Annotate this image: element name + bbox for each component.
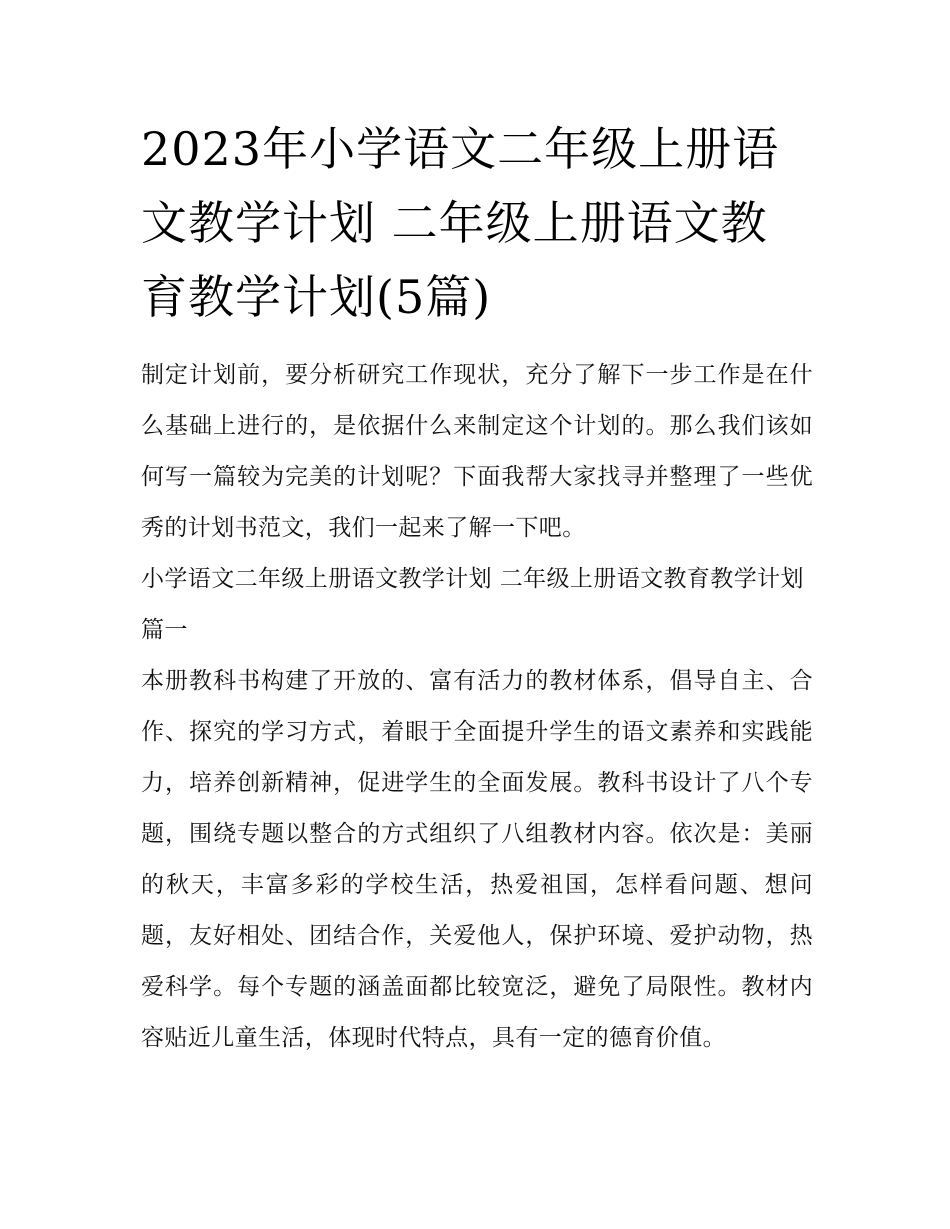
- document-title: 2023年小学语文二年级上册语文教学计划 二年级上册语文教育教学计划(5篇): [141, 122, 780, 324]
- body-paragraph: 本册教科书构建了开放的、富有活力的教材体系，倡导自主、合作、探究的学习方式，着眼于全面提升学生的语文素养和实践能力，培养创新精神，促进学生的全面发展。教科书设计了八个专题，围绕专题以整合的方式组织了八组教材内容。依次是：美丽的秋天，丰富多彩的学校生活，热爱祖国，怎样看问题、想问题，友好相处、团结合作，关爱他人，保护环境、爱护动物，热爱科学。每个专题的涵盖面都比较宽泛，避免了局限性。教材内容贴近儿童生活，体现时代特点，具有一定的德育价值。: [141, 668, 813, 1051]
- document-content: [141, 112, 813, 1064]
- intro-paragraph: 制定计划前，要分析研究工作现状，充分了解下一步工作是在什么基础上进行的，是依据什么来制定这个计划的。那么我们该如何写一篇较为完美的计划呢？下面我帮大家找寻并整理了一些优秀的计划书范文，我们一起来了解一下吧。: [141, 362, 813, 541]
- section-title: 小学语文二年级上册语文教学计划 二年级上册语文教育教学计划篇一: [141, 566, 804, 643]
